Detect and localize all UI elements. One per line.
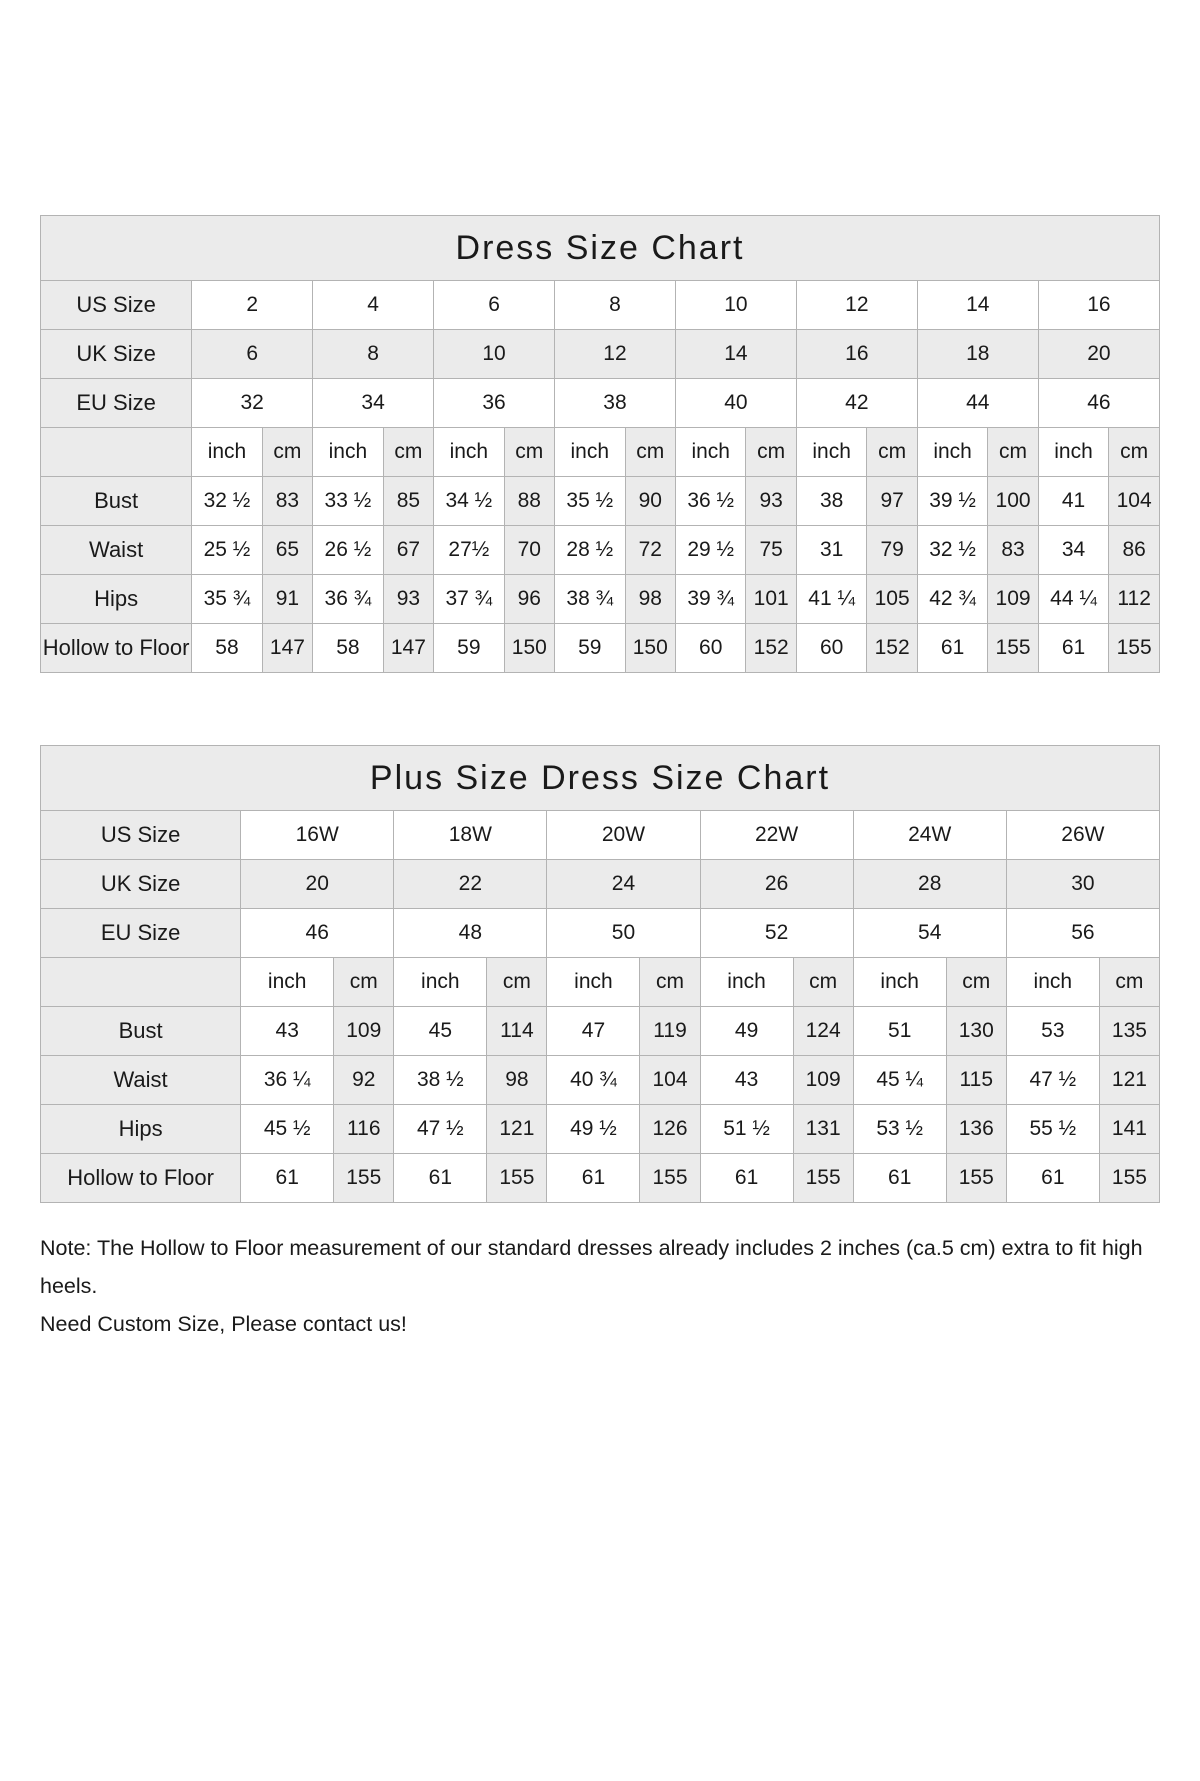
measurement-row: [41, 575, 1160, 624]
uk-size-cell: 16: [796, 330, 917, 379]
row-label: EU Size: [41, 909, 241, 958]
unit-cm-label: cm: [383, 428, 433, 477]
cm-value: 121: [1099, 1056, 1159, 1105]
row-label: Hollow to Floor: [41, 624, 192, 673]
cm-value: 72: [625, 526, 675, 575]
inch-value: 43: [700, 1056, 793, 1105]
unit-cm-label: cm: [640, 958, 700, 1007]
uk-size-cell: 26: [700, 860, 853, 909]
row-label: UK Size: [41, 860, 241, 909]
cm-value: 124: [793, 1007, 853, 1056]
measurement-row: [41, 1105, 1160, 1154]
cm-value: 119: [640, 1007, 700, 1056]
cm-value: 93: [746, 477, 796, 526]
chart-title: Dress Size Chart: [41, 216, 1160, 281]
inch-value: 36 ¾: [313, 575, 384, 624]
inch-value: 25 ½: [192, 526, 263, 575]
cm-value: 98: [487, 1056, 547, 1105]
inch-value: 45 ¼: [853, 1056, 946, 1105]
cm-value: 136: [946, 1105, 1006, 1154]
eu-size-cell: 46: [241, 909, 394, 958]
eu-size-cell: 42: [796, 379, 917, 428]
unit-inch-label: inch: [192, 428, 263, 477]
cm-value: 67: [383, 526, 433, 575]
row-label: Hollow to Floor: [41, 1154, 241, 1203]
row-label: Bust: [41, 477, 192, 526]
inch-value: 32 ½: [192, 477, 263, 526]
inch-value: 60: [796, 624, 867, 673]
cm-value: 109: [988, 575, 1038, 624]
inch-value: 60: [675, 624, 746, 673]
us-size-cell: 8: [555, 281, 676, 330]
inch-value: 59: [434, 624, 505, 673]
inch-value: 61: [241, 1154, 334, 1203]
dress-size-chart-table: [40, 215, 1160, 673]
inch-value: 26 ½: [313, 526, 384, 575]
unit-cm-label: cm: [262, 428, 312, 477]
note-block: [40, 1229, 1160, 1343]
cm-value: 109: [793, 1056, 853, 1105]
inch-value: 40 ¾: [547, 1056, 640, 1105]
units-row-spacer: [41, 958, 241, 1007]
row-label: Hips: [41, 1105, 241, 1154]
cm-value: 98: [625, 575, 675, 624]
inch-value: 42 ¾: [917, 575, 988, 624]
us-size-cell: 10: [675, 281, 796, 330]
inch-value: 49 ½: [547, 1105, 640, 1154]
inch-value: 32 ½: [917, 526, 988, 575]
us-size-cell: 2: [192, 281, 313, 330]
eu-size-cell: 52: [700, 909, 853, 958]
uk-size-cell: 6: [192, 330, 313, 379]
unit-inch-label: inch: [853, 958, 946, 1007]
cm-value: 147: [262, 624, 312, 673]
measurement-row: [41, 1007, 1160, 1056]
inch-value: 41: [1038, 477, 1109, 526]
unit-inch-label: inch: [434, 428, 505, 477]
row-label: US Size: [41, 811, 241, 860]
unit-cm-label: cm: [867, 428, 917, 477]
cm-value: 155: [487, 1154, 547, 1203]
inch-value: 39 ½: [917, 477, 988, 526]
inch-value: 34 ½: [434, 477, 505, 526]
unit-cm-label: cm: [946, 958, 1006, 1007]
measurement-row: [41, 624, 1160, 673]
us-size-cell: 18W: [394, 811, 547, 860]
inch-value: 37 ¾: [434, 575, 505, 624]
cm-value: 155: [640, 1154, 700, 1203]
inch-value: 61: [394, 1154, 487, 1203]
us-size-cell: 4: [313, 281, 434, 330]
cm-value: 85: [383, 477, 433, 526]
unit-cm-label: cm: [487, 958, 547, 1007]
eu-size-cell: 32: [192, 379, 313, 428]
inch-value: 55 ½: [1006, 1105, 1099, 1154]
cm-value: 141: [1099, 1105, 1159, 1154]
row-label: US Size: [41, 281, 192, 330]
eu-size-cell: 38: [555, 379, 676, 428]
inch-value: 39 ¾: [675, 575, 746, 624]
measurement-row: [41, 477, 1160, 526]
us-size-row: [41, 811, 1160, 860]
cm-value: 131: [793, 1105, 853, 1154]
row-label: Hips: [41, 575, 192, 624]
cm-value: 155: [1099, 1154, 1159, 1203]
unit-inch-label: inch: [555, 428, 626, 477]
inch-value: 58: [192, 624, 263, 673]
cm-value: 115: [946, 1056, 1006, 1105]
inch-value: 35 ½: [555, 477, 626, 526]
cm-value: 155: [334, 1154, 394, 1203]
cm-value: 152: [867, 624, 917, 673]
chart-title-row: [41, 746, 1160, 811]
cm-value: 75: [746, 526, 796, 575]
inch-value: 41 ¼: [796, 575, 867, 624]
note-custom-size: Need Custom Size, Please contact us!: [40, 1312, 407, 1336]
cm-value: 86: [1109, 526, 1160, 575]
unit-inch-label: inch: [700, 958, 793, 1007]
cm-value: 104: [640, 1056, 700, 1105]
eu-size-cell: 34: [313, 379, 434, 428]
us-size-cell: 20W: [547, 811, 700, 860]
eu-size-row: [41, 379, 1160, 428]
inch-value: 35 ¾: [192, 575, 263, 624]
inch-value: 45 ½: [241, 1105, 334, 1154]
cm-value: 88: [504, 477, 554, 526]
inch-value: 58: [313, 624, 384, 673]
cm-value: 114: [487, 1007, 547, 1056]
inch-value: 51 ½: [700, 1105, 793, 1154]
cm-value: 83: [988, 526, 1038, 575]
cm-value: 91: [262, 575, 312, 624]
cm-value: 105: [867, 575, 917, 624]
inch-value: 36 ¼: [241, 1056, 334, 1105]
inch-value: 27½: [434, 526, 505, 575]
unit-cm-label: cm: [334, 958, 394, 1007]
unit-cm-label: cm: [988, 428, 1038, 477]
cm-value: 93: [383, 575, 433, 624]
inch-value: 29 ½: [675, 526, 746, 575]
unit-cm-label: cm: [746, 428, 796, 477]
cm-value: 116: [334, 1105, 394, 1154]
us-size-cell: 12: [796, 281, 917, 330]
inch-value: 31: [796, 526, 867, 575]
row-label: UK Size: [41, 330, 192, 379]
unit-inch-label: inch: [917, 428, 988, 477]
uk-size-cell: 28: [853, 860, 1006, 909]
chart-title-row: [41, 216, 1160, 281]
cm-value: 150: [625, 624, 675, 673]
inch-value: 61: [853, 1154, 946, 1203]
cm-value: 155: [946, 1154, 1006, 1203]
eu-size-cell: 40: [675, 379, 796, 428]
inch-value: 28 ½: [555, 526, 626, 575]
inch-value: 33 ½: [313, 477, 384, 526]
inch-value: 38 ½: [394, 1056, 487, 1105]
inch-value: 43: [241, 1007, 334, 1056]
row-label: Bust: [41, 1007, 241, 1056]
us-size-cell: 26W: [1006, 811, 1159, 860]
note-hollow-to-floor: Note: The Hollow to Floor measurement of our standard dresses already includes 2 inches (ca.5 cm) extra to fit high heels.: [40, 1236, 1143, 1298]
us-size-row: [41, 281, 1160, 330]
cm-value: 112: [1109, 575, 1160, 624]
eu-size-cell: 44: [917, 379, 1038, 428]
cm-value: 135: [1099, 1007, 1159, 1056]
size-chart-page: [0, 215, 1200, 1781]
cm-value: 121: [487, 1105, 547, 1154]
eu-size-cell: 36: [434, 379, 555, 428]
cm-value: 147: [383, 624, 433, 673]
inch-value: 59: [555, 624, 626, 673]
cm-value: 92: [334, 1056, 394, 1105]
uk-size-cell: 22: [394, 860, 547, 909]
inch-value: 47: [547, 1007, 640, 1056]
inch-value: 49: [700, 1007, 793, 1056]
us-size-cell: 16: [1038, 281, 1159, 330]
inch-value: 47 ½: [1006, 1056, 1099, 1105]
unit-inch-label: inch: [547, 958, 640, 1007]
cm-value: 152: [746, 624, 796, 673]
eu-size-cell: 54: [853, 909, 1006, 958]
inch-value: 47 ½: [394, 1105, 487, 1154]
measurement-row: [41, 1056, 1160, 1105]
uk-size-cell: 20: [1038, 330, 1159, 379]
uk-size-cell: 10: [434, 330, 555, 379]
inch-value: 61: [700, 1154, 793, 1203]
unit-cm-label: cm: [1109, 428, 1160, 477]
measurement-row: [41, 1154, 1160, 1203]
inch-value: 61: [547, 1154, 640, 1203]
units-row: [41, 958, 1160, 1007]
cm-value: 100: [988, 477, 1038, 526]
uk-size-row: [41, 860, 1160, 909]
uk-size-row: [41, 330, 1160, 379]
cm-value: 90: [625, 477, 675, 526]
cm-value: 150: [504, 624, 554, 673]
eu-size-cell: 46: [1038, 379, 1159, 428]
cm-value: 79: [867, 526, 917, 575]
eu-size-cell: 56: [1006, 909, 1159, 958]
inch-value: 45: [394, 1007, 487, 1056]
unit-inch-label: inch: [313, 428, 384, 477]
inch-value: 61: [1038, 624, 1109, 673]
cm-value: 130: [946, 1007, 1006, 1056]
cm-value: 104: [1109, 477, 1160, 526]
uk-size-cell: 24: [547, 860, 700, 909]
cm-value: 96: [504, 575, 554, 624]
row-label: Waist: [41, 526, 192, 575]
cm-value: 101: [746, 575, 796, 624]
us-size-cell: 14: [917, 281, 1038, 330]
cm-value: 155: [988, 624, 1038, 673]
cm-value: 65: [262, 526, 312, 575]
inch-value: 38: [796, 477, 867, 526]
row-label: Waist: [41, 1056, 241, 1105]
measurement-row: [41, 526, 1160, 575]
units-row: [41, 428, 1160, 477]
inch-value: 38 ¾: [555, 575, 626, 624]
unit-inch-label: inch: [394, 958, 487, 1007]
row-label: EU Size: [41, 379, 192, 428]
unit-cm-label: cm: [793, 958, 853, 1007]
inch-value: 53 ½: [853, 1105, 946, 1154]
uk-size-cell: 20: [241, 860, 394, 909]
cm-value: 109: [334, 1007, 394, 1056]
inch-value: 36 ½: [675, 477, 746, 526]
unit-inch-label: inch: [675, 428, 746, 477]
unit-inch-label: inch: [1038, 428, 1109, 477]
us-size-cell: 16W: [241, 811, 394, 860]
inch-value: 61: [917, 624, 988, 673]
unit-cm-label: cm: [504, 428, 554, 477]
unit-inch-label: inch: [241, 958, 334, 1007]
cm-value: 97: [867, 477, 917, 526]
unit-cm-label: cm: [625, 428, 675, 477]
us-size-cell: 6: [434, 281, 555, 330]
us-size-cell: 24W: [853, 811, 1006, 860]
cm-value: 155: [793, 1154, 853, 1203]
cm-value: 155: [1109, 624, 1160, 673]
us-size-cell: 22W: [700, 811, 853, 860]
uk-size-cell: 30: [1006, 860, 1159, 909]
uk-size-cell: 12: [555, 330, 676, 379]
eu-size-cell: 50: [547, 909, 700, 958]
unit-inch-label: inch: [796, 428, 867, 477]
uk-size-cell: 8: [313, 330, 434, 379]
uk-size-cell: 18: [917, 330, 1038, 379]
unit-cm-label: cm: [1099, 958, 1159, 1007]
eu-size-row: [41, 909, 1160, 958]
units-row-spacer: [41, 428, 192, 477]
cm-value: 126: [640, 1105, 700, 1154]
inch-value: 53: [1006, 1007, 1099, 1056]
cm-value: 83: [262, 477, 312, 526]
inch-value: 51: [853, 1007, 946, 1056]
chart-title: Plus Size Dress Size Chart: [41, 746, 1160, 811]
eu-size-cell: 48: [394, 909, 547, 958]
unit-inch-label: inch: [1006, 958, 1099, 1007]
cm-value: 70: [504, 526, 554, 575]
inch-value: 61: [1006, 1154, 1099, 1203]
inch-value: 44 ¼: [1038, 575, 1109, 624]
uk-size-cell: 14: [675, 330, 796, 379]
plus-size-dress-chart-table: [40, 745, 1160, 1203]
inch-value: 34: [1038, 526, 1109, 575]
